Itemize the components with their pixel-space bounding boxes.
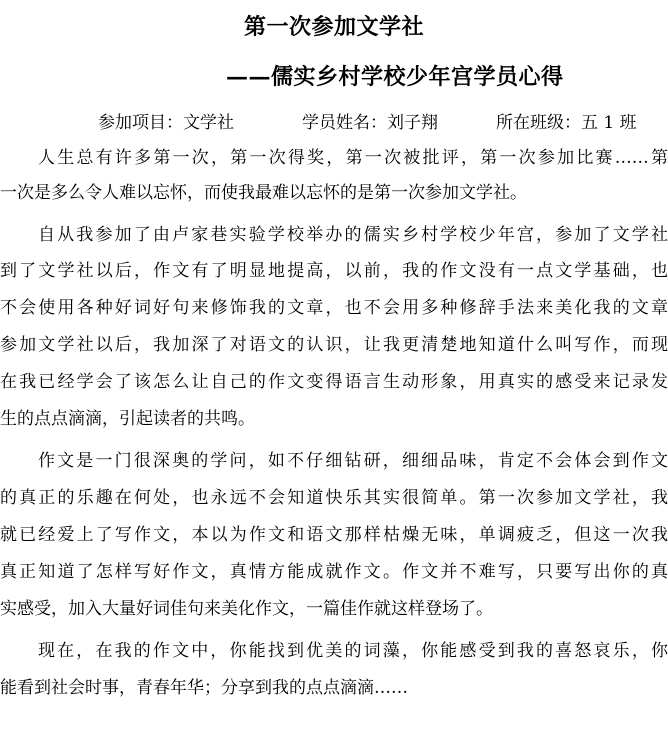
paragraph-2-line-3: 不会使用各种好词好句来修饰我的文章，也不会用多种修辞手法来美化我的文章 <box>0 298 668 318</box>
document-title: 第一次参加文学社 <box>243 14 424 40</box>
paragraph-2-line-1: 自从我参加了由卢家巷实验学校举办的儒实乡村学校少年宫，参加了文学社 <box>38 225 668 245</box>
info-student-name: 学员姓名：刘子翔 <box>302 113 438 133</box>
paragraph-1-line-1: 人生总有许多第一次，第一次得奖，第一次被批评，第一次参加比赛……第 <box>38 148 668 168</box>
paragraph-3-line-5: 实感受，加入大量好词佳句来美化作文，一篇佳作就这样登场了。 <box>0 599 493 619</box>
info-class: 所在班级：五 1 班 <box>496 113 637 133</box>
paragraph-3-line-3: 就已经爱上了写作文，本以为作文和语文那样枯燥无味，单调疲乏，但这一次我 <box>0 525 668 545</box>
paragraph-2-line-5: 在我已经学会了该怎么让自己的作文变得语言生动形象，用真实的感受来记录发 <box>0 372 668 392</box>
paragraph-1-line-2: 一次是多么令人难以忘怀，而使我最难以忘怀的是第一次参加文学社。 <box>0 183 527 203</box>
paragraph-3-line-4: 真正知道了怎样写好作文，真情方能成就作文。作文并不难写，只要写出你的真 <box>0 562 668 582</box>
paragraph-2-line-4: 参加文学社以后，我加深了对语文的认识，让我更清楚地知道什么叫写作，而现 <box>0 335 668 355</box>
paragraph-4-line-2: 能看到社会时事，青春年华；分享到我的点点滴滴…… <box>0 678 408 698</box>
paragraph-4-line-1: 现在，在我的作文中，你能找到优美的词藻，你能感受到我的喜怒哀乐，你 <box>38 641 668 661</box>
paragraph-3-line-1: 作文是一门很深奥的学问，如不仔细钻研，细细品味，肯定不会体会到作文 <box>38 451 668 471</box>
paragraph-3-line-2: 的真正的乐趣在何处，也永远不会知道快乐其实很简单。第一次参加文学社，我 <box>0 488 668 508</box>
info-project: 参加项目：文学社 <box>98 113 234 133</box>
paragraph-2-line-2: 到了文学社以后，作文有了明显地提高，以前，我的作文没有一点文学基础，也 <box>0 261 668 281</box>
paragraph-2-line-6: 生的点点滴滴，引起读者的共鸣。 <box>0 409 255 429</box>
document-subtitle: ——儒实乡村学校少年宫学员心得 <box>226 64 564 90</box>
